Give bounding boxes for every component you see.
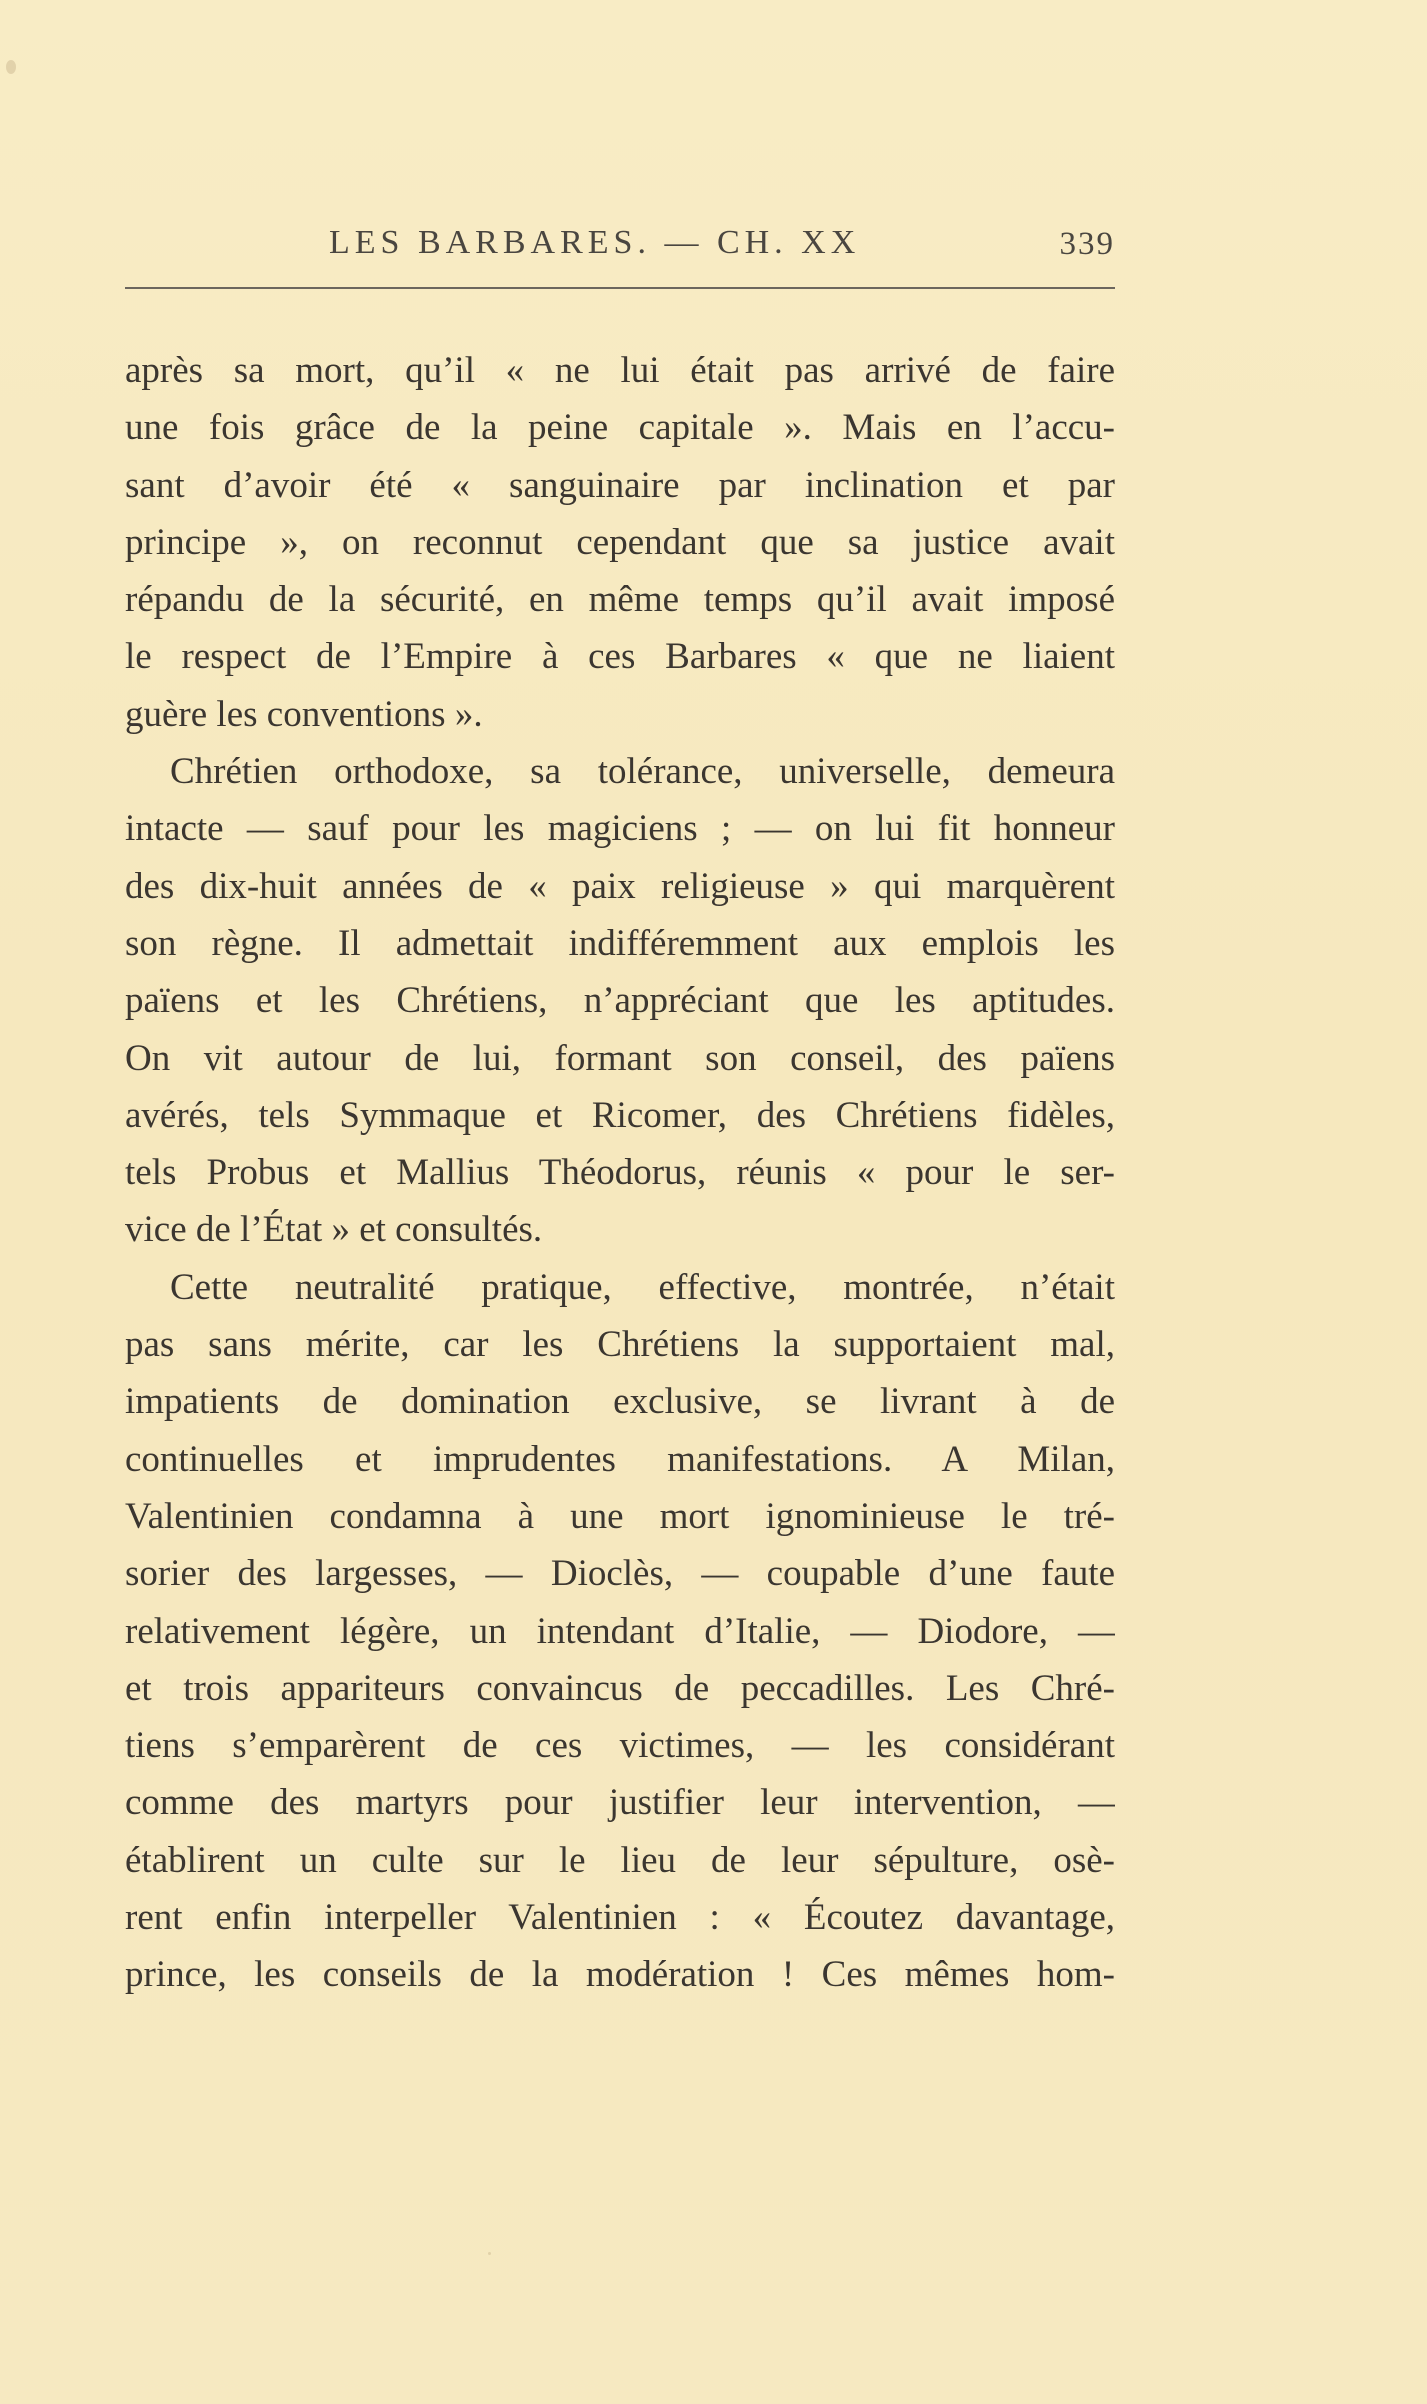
text-line: pas sans mérite, car les Chrétiens la supportaient mal, <box>125 1324 1115 1366</box>
text-line: des dix-huit années de « paix religieuse » qui marquèrent <box>125 865 1115 907</box>
text-line: une fois grâce de la peine capitale ». Mais en l’accu- <box>125 407 1115 449</box>
text-line: principe », on reconnut cependant que sa justice avait <box>125 521 1115 563</box>
text-line: Chrétien orthodoxe, sa tolérance, universelle, demeura <box>170 751 1115 793</box>
text-line: continuelles et imprudentes manifestations. A Milan, <box>125 1438 1115 1480</box>
text-line: sant d’avoir été « sanguinaire par inclination et par <box>125 464 1115 506</box>
text-line: On vit autour de lui, formant son conseil, des païens <box>125 1037 1115 1079</box>
text-line: impatients de domination exclusive, se livrant à de <box>125 1381 1115 1423</box>
text-line: avérés, tels Symmaque et Ricomer, des Chrétiens fidèles, <box>125 1094 1115 1136</box>
text-line: rent enfin interpeller Valentinien : « Écoutez davantage, <box>125 1897 1115 1939</box>
text-line: établirent un culte sur le lieu de leur sépulture, osè- <box>125 1839 1115 1881</box>
text-line: tels Probus et Mallius Théodorus, réunis « pour le ser- <box>125 1152 1115 1194</box>
text-line: tiens s’emparèrent de ces victimes, — les considérant <box>125 1725 1115 1767</box>
text-line: comme des martyrs pour justifier leur intervention, — <box>125 1782 1115 1824</box>
text-line: Cette neutralité pratique, effective, montrée, n’était <box>170 1266 1115 1308</box>
text-line: son règne. Il admettait indifféremment aux emplois les <box>125 922 1115 964</box>
text-line: après sa mort, qu’il « ne lui était pas arrivé de faire <box>125 350 1115 391</box>
text-line: Valentinien condamna à une mort ignominieuse le tré- <box>125 1495 1115 1537</box>
header-rule <box>125 287 1115 289</box>
body-text <box>125 342 1115 2004</box>
paper-speck <box>6 60 16 74</box>
text-line: païens et les Chrétiens, n’appréciant que les aptitudes. <box>125 980 1115 1022</box>
text-line: répandu de la sécurité, en même temps qu’il avait imposé <box>125 579 1115 621</box>
text-line: vice de l’État » et consultés. <box>125 1209 543 1251</box>
text-line: sorier des largesses, — Dioclès, — coupable d’une faute <box>125 1553 1115 1595</box>
text-line: relativement légère, un intendant d’Italie, — Diodore, — <box>125 1610 1115 1652</box>
page-number: 339 <box>1059 226 1115 262</box>
text-line: intacte — sauf pour les magiciens ; — on lui fit honneur <box>125 808 1115 850</box>
page-header <box>125 218 1115 270</box>
text-line: prince, les conseils de la modération ! Ces mêmes hom- <box>125 1954 1115 1996</box>
text-line: guère les conventions ». <box>125 693 483 735</box>
running-head: LES BARBARES. — CH. XX <box>329 224 861 261</box>
text-line: le respect de l’Empire à ces Barbares « que ne liaient <box>125 636 1115 678</box>
paper-speck <box>488 2252 491 2255</box>
text-line: et trois appariteurs convaincus de peccadilles. Les Chré- <box>125 1667 1115 1709</box>
